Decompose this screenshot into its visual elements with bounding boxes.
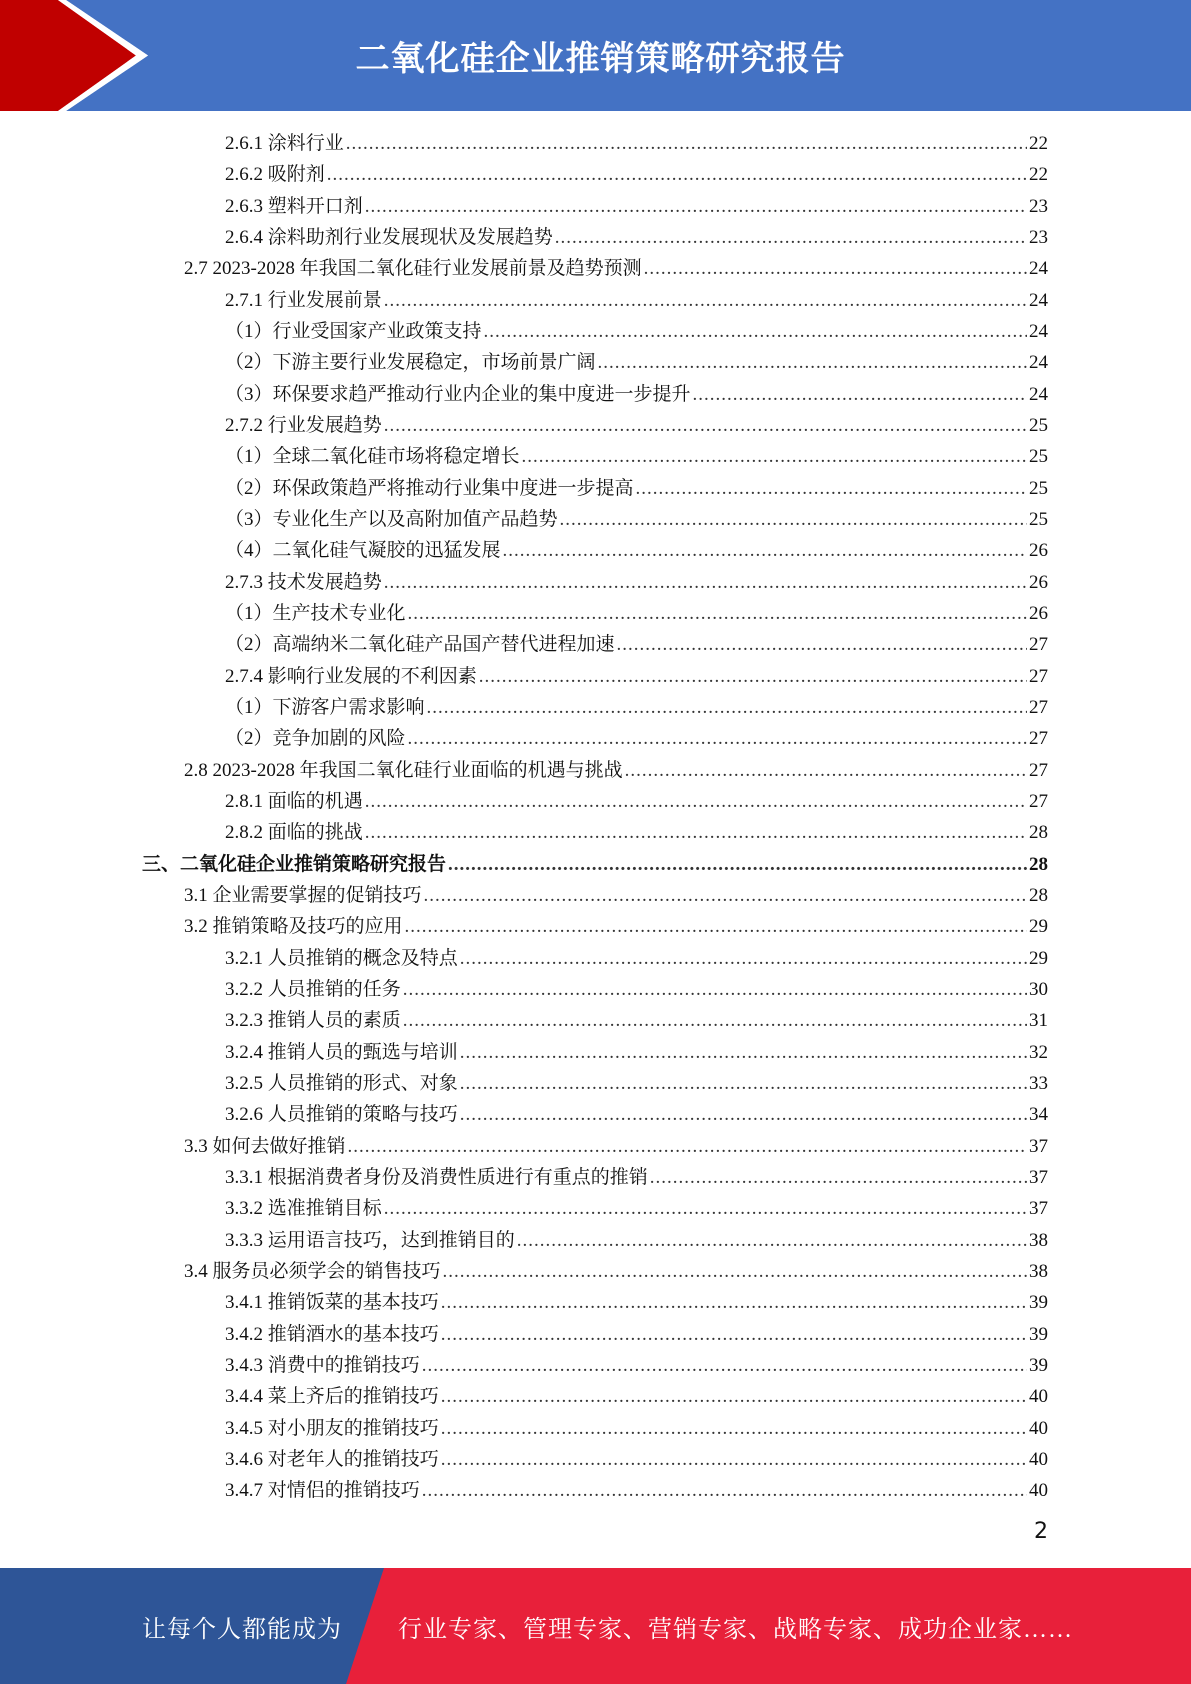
toc-dot-leader xyxy=(617,635,1027,654)
toc-entry[interactable] xyxy=(0,1131,1191,1162)
toc-entry-page: 34 xyxy=(1029,1104,1048,1126)
toc-entry-page: 27 xyxy=(1029,759,1048,781)
toc-entry[interactable] xyxy=(0,1412,1191,1443)
toc-entry-content xyxy=(225,134,1048,153)
toc-entry[interactable] xyxy=(0,1350,1191,1381)
toc-entry[interactable] xyxy=(0,222,1191,253)
toc-entry-label: （3）环保要求趋严推动行业内企业的集中度进一步提升 xyxy=(225,383,691,405)
toc-entry-content xyxy=(184,917,1048,936)
toc-entry-page: 24 xyxy=(1029,383,1048,405)
toc-dot-leader xyxy=(408,729,1027,748)
toc-entry[interactable] xyxy=(0,441,1191,472)
toc-entry-label: （3）专业化生产以及高附加值产品趋势 xyxy=(225,509,558,531)
toc-entry[interactable] xyxy=(0,911,1191,942)
toc-entry-content xyxy=(225,698,1048,717)
toc-entry-page: 33 xyxy=(1029,1073,1048,1094)
toc-dot-leader xyxy=(346,134,1027,153)
toc-entry-content xyxy=(225,1168,1048,1187)
toc-entry[interactable] xyxy=(0,473,1191,504)
toc-entry[interactable] xyxy=(0,723,1191,754)
toc-entry-label: 3.2.4 推销人员的甄选与培训 xyxy=(225,1041,458,1063)
toc-entry-content xyxy=(225,1011,1048,1030)
toc-entry-content xyxy=(225,1450,1048,1469)
toc-entry-label: （4）二氧化硅气凝胶的迅猛发展 xyxy=(225,540,501,562)
toc-dot-leader xyxy=(448,855,1027,874)
toc-entry-label: 3.4.5 对小朋友的推销技巧 xyxy=(225,1417,439,1439)
toc-entry-content xyxy=(184,761,1048,780)
toc-dot-leader xyxy=(650,1168,1027,1187)
toc-entry-label: 3.3 如何去做好推销 xyxy=(184,1135,346,1157)
toc-entry-content xyxy=(225,1481,1048,1500)
toc-entry[interactable] xyxy=(0,1037,1191,1068)
toc-entry-page: 39 xyxy=(1029,1354,1048,1376)
toc-entry-content xyxy=(225,197,1048,216)
toc-entry-content xyxy=(225,792,1048,811)
toc-dot-leader xyxy=(327,165,1027,184)
toc-entry[interactable] xyxy=(0,1475,1191,1506)
toc-entry-content xyxy=(225,416,1048,435)
toc-entry-label: 2.6.1 涂料行业 xyxy=(225,133,344,155)
toc-entry-page: 40 xyxy=(1029,1448,1048,1470)
toc-entry-page: 26 xyxy=(1029,540,1048,562)
toc-entry-page: 27 xyxy=(1029,791,1048,813)
toc-entry[interactable] xyxy=(0,629,1191,660)
toc-entry[interactable] xyxy=(0,661,1191,692)
page-footer xyxy=(0,1568,1191,1684)
toc-entry-content xyxy=(225,353,1048,372)
toc-entry-content xyxy=(225,1074,1048,1093)
toc-entry-page: 24 xyxy=(1029,352,1048,374)
toc-entry[interactable] xyxy=(0,1099,1191,1130)
toc-entry[interactable] xyxy=(0,535,1191,566)
footer-slogan-left: 让每个人都能成为 xyxy=(142,1616,342,1643)
toc-entry-label: （2）竞争加剧的风险 xyxy=(225,728,406,750)
toc-dot-leader xyxy=(443,1262,1027,1281)
toc-dot-leader xyxy=(422,1356,1027,1375)
toc-entry-label: 3.4.2 推销酒水的基本技巧 xyxy=(225,1323,439,1345)
toc-entry-page: 27 xyxy=(1029,634,1048,656)
toc-dot-leader xyxy=(348,1137,1027,1156)
toc-entry-label: 2.7.1 行业发展前景 xyxy=(225,289,382,311)
toc-dot-leader xyxy=(522,447,1027,466)
toc-entry-page: 37 xyxy=(1029,1198,1048,1220)
toc-dot-leader xyxy=(405,917,1027,936)
toc-entry-page: 40 xyxy=(1029,1386,1048,1408)
toc-entry-label: 3.2 推销策略及技巧的应用 xyxy=(184,916,403,938)
toc-entry-page: 24 xyxy=(1029,289,1048,311)
toc-entry[interactable] xyxy=(0,1444,1191,1475)
toc-entry-content xyxy=(225,385,1048,404)
toc-entry-page: 25 xyxy=(1029,415,1048,437)
toc-entry-page: 32 xyxy=(1029,1041,1048,1063)
toc-entry-content xyxy=(225,573,1048,592)
toc-dot-leader xyxy=(517,1231,1027,1250)
toc-entry-label: 3.4.1 推销饭菜的基本技巧 xyxy=(225,1292,439,1314)
toc-entry-page: 38 xyxy=(1029,1260,1048,1282)
toc-entry-content xyxy=(225,291,1048,310)
toc-entry-content xyxy=(225,1231,1048,1250)
toc-dot-leader xyxy=(403,980,1027,999)
toc-dot-leader xyxy=(365,792,1027,811)
table-of-contents xyxy=(0,128,1191,1506)
toc-entry-content xyxy=(225,1105,1048,1124)
toc-entry-page: 25 xyxy=(1029,509,1048,531)
toc-dot-leader xyxy=(460,1043,1027,1062)
toc-entry-page: 40 xyxy=(1029,1417,1048,1439)
toc-entry-label: 3.2.2 人员推销的任务 xyxy=(225,979,401,1001)
toc-entry-page: 38 xyxy=(1029,1229,1048,1251)
toc-entry-label: 3.4 服务员必须学会的销售技巧 xyxy=(184,1260,441,1282)
toc-entry[interactable] xyxy=(0,598,1191,629)
toc-entry-label: 3.2.6 人员推销的策略与技巧 xyxy=(225,1104,458,1126)
toc-entry-content xyxy=(225,1199,1048,1218)
toc-entry[interactable] xyxy=(0,567,1191,598)
toc-entry-label: 2.6.2 吸附剂 xyxy=(225,164,325,186)
toc-entry-page: 37 xyxy=(1029,1166,1048,1188)
toc-entry-label: 2.7.3 技术发展趋势 xyxy=(225,571,382,593)
toc-entry-label: （1）全球二氧化硅市场将稳定增长 xyxy=(225,446,520,468)
toc-entry-content xyxy=(225,949,1048,968)
toc-entry-page: 39 xyxy=(1029,1323,1048,1345)
toc-entry-content xyxy=(225,1043,1048,1062)
toc-entry-content xyxy=(225,1325,1048,1344)
toc-dot-leader xyxy=(555,228,1027,247)
toc-entry-page: 26 xyxy=(1029,603,1048,625)
toc-entry-label: 3.3.3 运用语言技巧，达到推销目的 xyxy=(225,1229,515,1251)
toc-dot-leader xyxy=(427,698,1027,717)
toc-entry[interactable] xyxy=(0,1005,1191,1036)
toc-entry-content xyxy=(225,604,1048,623)
document-title: 二氧化硅企业推销策略研究报告 xyxy=(355,39,846,79)
toc-entry-page: 23 xyxy=(1029,227,1048,249)
toc-entry-content xyxy=(225,541,1048,560)
toc-entry-label: 2.8 2023-2028 年我国二氧化硅行业面临的机遇与挑战 xyxy=(184,759,623,781)
toc-entry-label: （2）高端纳米二氧化硅产品国产替代进程加速 xyxy=(225,634,615,656)
toc-entry-label: 2.8.2 面临的挑战 xyxy=(225,822,363,844)
toc-entry[interactable] xyxy=(0,974,1191,1005)
toc-entry[interactable] xyxy=(0,128,1191,159)
toc-entry-label: 3.2.1 人员推销的概念及特点 xyxy=(225,947,458,969)
toc-dot-leader xyxy=(384,416,1027,435)
toc-dot-leader xyxy=(479,667,1027,686)
toc-entry-content xyxy=(142,855,1048,874)
toc-entry-content xyxy=(225,823,1048,842)
toc-dot-leader xyxy=(384,573,1027,592)
toc-entry-content xyxy=(184,259,1048,278)
toc-entry-label: 3.4.6 对老年人的推销技巧 xyxy=(225,1448,439,1470)
toc-entry-page: 26 xyxy=(1029,571,1048,593)
toc-entry[interactable] xyxy=(0,943,1191,974)
toc-dot-leader xyxy=(384,291,1027,310)
toc-entry[interactable] xyxy=(0,1381,1191,1412)
toc-entry[interactable] xyxy=(0,1224,1191,1255)
toc-entry[interactable] xyxy=(0,1068,1191,1099)
toc-entry-page: 27 xyxy=(1029,728,1048,750)
toc-entry[interactable] xyxy=(0,1193,1191,1224)
toc-entry-page: 29 xyxy=(1029,947,1048,969)
toc-entry-label: 2.8.1 面临的机遇 xyxy=(225,791,363,813)
toc-dot-leader xyxy=(441,1419,1027,1438)
toc-dot-leader xyxy=(693,385,1027,404)
toc-entry-label: 三、二氧化硅企业推销策略研究报告 xyxy=(142,853,447,875)
toc-entry-label: 3.2.3 推销人员的素质 xyxy=(225,1010,401,1032)
toc-entry-page: 25 xyxy=(1029,446,1048,468)
toc-entry-label: （2）下游主要行业发展稳定，市场前景广阔 xyxy=(225,352,596,374)
toc-entry-content xyxy=(225,635,1048,654)
toc-entry[interactable] xyxy=(0,1318,1191,1349)
toc-entry[interactable] xyxy=(0,692,1191,723)
toc-dot-leader xyxy=(424,886,1027,905)
toc-entry[interactable] xyxy=(0,755,1191,786)
toc-entry-page: 23 xyxy=(1029,195,1048,217)
toc-entry-label: 3.2.5 人员推销的形式、对象 xyxy=(225,1073,458,1094)
toc-entry-content xyxy=(184,886,1048,905)
toc-entry-page: 22 xyxy=(1029,164,1048,186)
toc-dot-leader xyxy=(408,604,1027,623)
toc-dot-leader xyxy=(384,1199,1027,1218)
toc-dot-leader xyxy=(503,541,1027,560)
toc-entry[interactable] xyxy=(0,849,1191,880)
toc-entry[interactable] xyxy=(0,253,1191,284)
toc-entry[interactable] xyxy=(0,1287,1191,1318)
toc-entry-page: 22 xyxy=(1029,133,1048,155)
toc-entry[interactable] xyxy=(0,316,1191,347)
toc-entry-label: 3.4.4 菜上齐后的推销技巧 xyxy=(225,1386,439,1408)
toc-entry-label: 2.6.4 涂料助剂行业发展现状及发展趋势 xyxy=(225,227,553,249)
toc-entry-label: （2）环保政策趋严将推动行业集中度进一步提高 xyxy=(225,477,634,499)
toc-entry[interactable] xyxy=(0,410,1191,441)
page-number: 2 xyxy=(1034,1519,1048,1544)
toc-entry[interactable] xyxy=(0,379,1191,410)
toc-entry-label: 3.3.2 选准推销目标 xyxy=(225,1198,382,1220)
toc-entry-page: 30 xyxy=(1029,979,1048,1001)
toc-entry-page: 24 xyxy=(1029,321,1048,343)
toc-entry-content xyxy=(184,1262,1048,1281)
toc-dot-leader xyxy=(636,479,1027,498)
toc-entry-page: 28 xyxy=(1029,853,1048,875)
toc-dot-leader xyxy=(644,259,1027,278)
toc-entry[interactable] xyxy=(0,817,1191,848)
toc-entry[interactable] xyxy=(0,159,1191,190)
toc-entry-label: 2.7 2023-2028 年我国二氧化硅行业发展前景及趋势预测 xyxy=(184,258,642,280)
toc-entry-page: 39 xyxy=(1029,1292,1048,1314)
toc-entry-page: 31 xyxy=(1029,1010,1048,1032)
toc-entry-content xyxy=(225,1293,1048,1312)
toc-entry-label: （1）生产技术专业化 xyxy=(225,603,406,625)
toc-entry-page: 27 xyxy=(1029,665,1048,687)
toc-entry-label: （1）行业受国家产业政策支持 xyxy=(225,321,482,343)
toc-entry-label: 2.7.2 行业发展趋势 xyxy=(225,415,382,437)
toc-entry[interactable] xyxy=(0,191,1191,222)
toc-entry-page: 24 xyxy=(1029,258,1048,280)
toc-entry-label: 3.1 企业需要掌握的促销技巧 xyxy=(184,885,422,907)
toc-dot-leader xyxy=(365,197,1027,216)
toc-entry[interactable] xyxy=(0,880,1191,911)
page-header xyxy=(0,0,1191,111)
toc-entry-content xyxy=(225,667,1048,686)
toc-entry-content xyxy=(225,1419,1048,1438)
toc-dot-leader xyxy=(403,1011,1027,1030)
toc-dot-leader xyxy=(460,1074,1027,1093)
toc-entry-page: 40 xyxy=(1029,1480,1048,1502)
toc-entry-content xyxy=(184,1137,1048,1156)
toc-dot-leader xyxy=(460,949,1027,968)
toc-entry-label: 3.3.1 根据消费者身份及消费性质进行有重点的推销 xyxy=(225,1166,648,1188)
toc-dot-leader xyxy=(598,353,1027,372)
toc-entry-label: （1）下游客户需求影响 xyxy=(225,697,425,719)
toc-entry-label: 2.6.3 塑料开口剂 xyxy=(225,195,363,217)
toc-dot-leader xyxy=(625,761,1027,780)
toc-entry-page: 27 xyxy=(1029,697,1048,719)
toc-entry[interactable] xyxy=(0,786,1191,817)
toc-entry-page: 29 xyxy=(1029,916,1048,938)
toc-dot-leader xyxy=(441,1450,1027,1469)
toc-entry[interactable] xyxy=(0,347,1191,378)
toc-entry-label: 2.7.4 影响行业发展的不利因素 xyxy=(225,665,477,687)
toc-entry-page: 28 xyxy=(1029,822,1048,844)
footer-slogan-right: 行业专家、管理专家、营销专家、战略专家、成功企业家…… xyxy=(398,1616,1073,1643)
toc-entry-content xyxy=(225,510,1048,529)
toc-entry-page: 28 xyxy=(1029,885,1048,907)
toc-entry-content xyxy=(225,165,1048,184)
toc-entry-content xyxy=(225,1356,1048,1375)
toc-entry-page: 37 xyxy=(1029,1135,1048,1157)
toc-dot-leader xyxy=(441,1293,1027,1312)
toc-dot-leader xyxy=(422,1481,1027,1500)
toc-entry-content xyxy=(225,1387,1048,1406)
toc-entry[interactable] xyxy=(0,504,1191,535)
toc-entry-content xyxy=(225,729,1048,748)
toc-entry-content xyxy=(225,322,1048,341)
toc-entry[interactable] xyxy=(0,1256,1191,1287)
toc-entry[interactable] xyxy=(0,1162,1191,1193)
toc-entry-content xyxy=(225,479,1048,498)
toc-entry-label: 3.4.7 对情侣的推销技巧 xyxy=(225,1480,420,1502)
toc-entry-content xyxy=(225,447,1048,466)
toc-dot-leader xyxy=(365,823,1027,842)
toc-entry-page: 25 xyxy=(1029,477,1048,499)
toc-dot-leader xyxy=(560,510,1027,529)
toc-dot-leader xyxy=(460,1105,1027,1124)
toc-dot-leader xyxy=(484,322,1027,341)
toc-entry-label: 3.4.3 消费中的推销技巧 xyxy=(225,1354,420,1376)
toc-dot-leader xyxy=(441,1387,1027,1406)
toc-entry[interactable] xyxy=(0,285,1191,316)
toc-dot-leader xyxy=(441,1325,1027,1344)
toc-entry-content xyxy=(225,980,1048,999)
toc-entry-content xyxy=(225,228,1048,247)
